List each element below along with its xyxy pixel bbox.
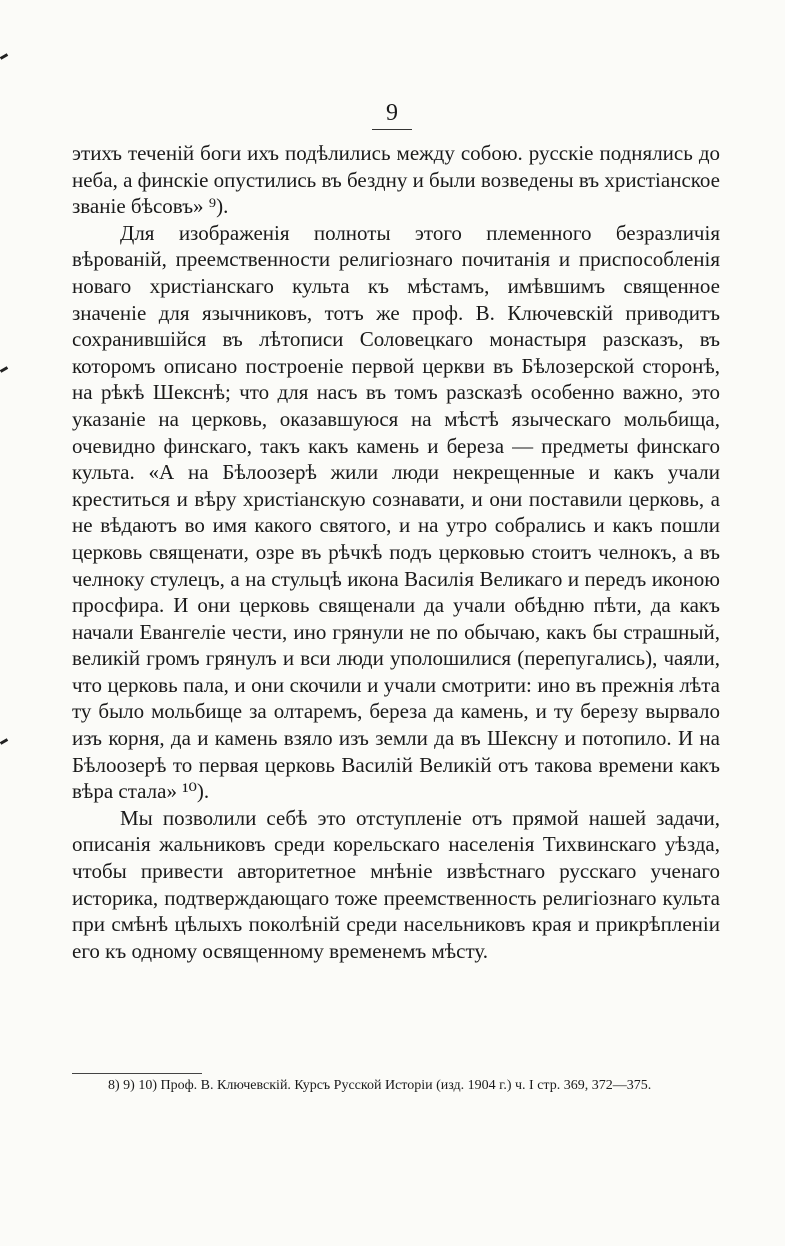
margin-mark — [0, 53, 8, 60]
margin-mark — [0, 738, 8, 745]
paragraph: Мы позволили себѣ это отступленіе отъ прямой нашей задачи, описанія жальниковъ среди корельскаго населенія Тихвинскаго уѣзда, чтобы привести авторитетное мнѣніе извѣстнаго русскаго ученаго историка, подтверждающаго тоже преемственность религіознаго культа при смѣнѣ цѣлыхъ поколѣній среди насельниковъ края и прикрѣпленіи его къ одному освященному временемъ мѣсту. — [72, 805, 720, 963]
footnote: 8) 9) 10) Проф. В. Ключевскій. Курсъ Русской Исторіи (изд. 1904 г.) ч. I стр. 369, 372—375. — [108, 1078, 652, 1093]
page-number-rule — [372, 129, 412, 130]
paragraph: этихъ теченій боги ихъ подѣлились между собою. русскіе поднялись до неба, а финскіе опустились въ бездну и были возведены въ христіанское званіе бѣсовъ» ⁹). — [72, 141, 720, 219]
page-number: 9 — [386, 100, 398, 126]
paragraph: Для изображенія полноты этого племенного безразличія вѣрованій, преемственности религіознаго почитанія и приспособленія новаго христіанскаго культа къ мѣстамъ, имѣвшимъ священное значеніе для язычниковъ, тотъ же проф. В. Ключевскій приводитъ сохранившійся въ лѣтописи Соловецкаго монастыря разсказъ, въ которомъ описано построеніе первой церкви въ Бѣлозерской сторонѣ, на рѣкѣ Шекснѣ; что для насъ въ томъ разсказѣ особенно важно, это указаніе на церковь, оказавшуюся на мѣстѣ языческаго мольбища, очевидно финскаго, такъ какъ камень и береза — предметы финскаго культа. «А на Бѣлоозерѣ жили люди некрещенные и какъ учали креститься и вѣру христіанскую сознавати, и они поставили церковь, а не вѣдаютъ во имя какого святого, и на утро собрались и какъ пошли церковь священати, озре въ рѣчкѣ подъ церковью стоитъ челнокъ, а въ челноку стулецъ, а на стульцѣ икона Василія Великаго и передъ иконою просфира. И они церковь священали да учали обѣдню пѣти, да какъ начали Евангеліе чести, ино грянули не по обычаю, какъ бы страшный, великій громъ грянулъ и вси люди уполошилися (перепугались), чаяли, что церковь пала, и они скочили и учали смотрити: ино въ прежнія лѣта ту было мольбище за олтаремъ, береза да камень, и ту березу вырвало изъ корня, да и камень взяло изъ земли да въ Шексну и потопило. И на Бѣлоозерѣ то первая церковь Василій Великій отъ такова времени какъ вѣра стала» ¹⁰). — [72, 220, 720, 804]
footnote-divider — [72, 1073, 202, 1074]
footnotes — [72, 1076, 722, 1096]
margin-mark — [0, 366, 8, 373]
body-text — [72, 140, 720, 964]
